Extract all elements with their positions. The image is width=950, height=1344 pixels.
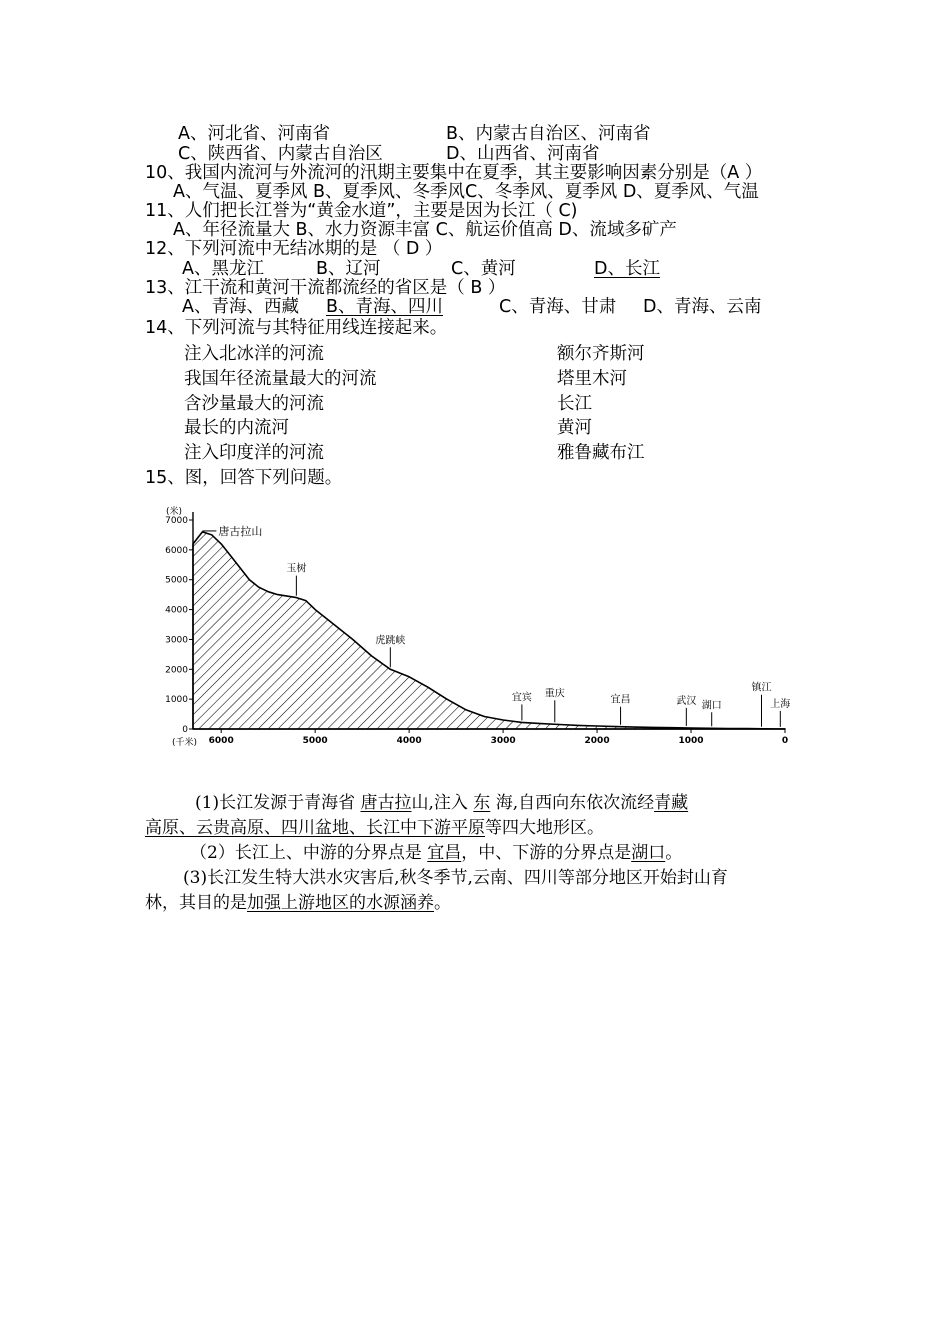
y-tick-label: 1000 xyxy=(165,695,188,706)
q15-p1-line1: (1)长江发源于青海省 唐古拉山,注入 东 海,自西向东依次流经青藏 xyxy=(195,793,689,813)
q11-options: A、年径流量大 B、水力资源丰富 C、航运价值高 D、流域多矿产 xyxy=(173,220,677,240)
y-axis-unit-label: (米) xyxy=(166,507,183,517)
x-axis-unit-label: (千米) xyxy=(172,738,198,748)
q12-option-a: A、黑龙江 xyxy=(182,259,264,279)
q14-left-item: 最长的内流河 xyxy=(184,418,289,438)
answer-hukou: 湖口 xyxy=(631,843,666,863)
q15-p2: （2）长江上、中游的分界点是 宜昌，中、下游的分界点是湖口。 xyxy=(190,843,683,863)
q13-option-d: D、青海、云南 xyxy=(643,297,762,317)
q14-left-item: 含沙量最大的河流 xyxy=(184,394,324,414)
x-tick-label: 3000 xyxy=(490,736,516,746)
q9-option-b: B、内蒙古自治区、河南省 xyxy=(446,124,651,144)
q15-p3-line2: 林，其目的是加强上游地区的水源涵养。 xyxy=(145,893,451,913)
q12-option-d: D、长江 xyxy=(594,259,660,279)
x-tick-label: 6000 xyxy=(208,736,234,746)
y-tick-label: 7000 xyxy=(165,516,188,526)
q11-stem: 11、人们把长江誉为“黄金水道”，主要是因为长江（ C) xyxy=(145,201,578,221)
q14-right-item: 雅鲁藏布江 xyxy=(557,443,645,463)
q12-option-b: B、辽河 xyxy=(316,259,381,279)
y-tick-label: 3000 xyxy=(165,635,188,646)
x-tick-label: 0 xyxy=(781,736,789,746)
q14-left-item: 我国年径流量最大的河流 xyxy=(184,369,377,389)
q9-option-c: C、陕西省、内蒙古自治区 xyxy=(178,144,383,164)
q15-p3-line1: (3)长江发生特大洪水灾害后,秋冬季节,云南、四川等部分地区开始封山育 xyxy=(183,868,728,888)
q14-right-item: 额尔齐斯河 xyxy=(557,344,645,364)
annotation-label: 宜昌 xyxy=(610,694,631,706)
x-tick-label: 5000 xyxy=(302,736,328,746)
x-tick-label: 2000 xyxy=(584,736,610,746)
answer-water-conservation: 加强上游地区的水源涵养 xyxy=(247,893,434,913)
x-tick-label: 4000 xyxy=(396,736,422,746)
annotation-label: 重庆 xyxy=(544,688,565,700)
annotation-label: 镇江 xyxy=(751,682,772,694)
annotation-label: 湖口 xyxy=(701,700,722,712)
q15-p1-line2: 高原、云贵高原、四川盆地、长江中下游平原等四大地形区。 xyxy=(145,818,604,838)
x-tick-label: 1000 xyxy=(678,736,704,746)
y-tick-label: 0 xyxy=(182,725,188,735)
answer-tanggula: 唐古拉 xyxy=(360,793,412,813)
q10-options: A、气温、夏季风 B、夏季风、冬季风C、冬季风、夏季风 D、夏季风、气温 xyxy=(173,182,759,202)
q14-left-item: 注入北冰洋的河流 xyxy=(184,344,324,364)
q9-option-a: A、河北省、河南省 xyxy=(178,124,330,144)
annotation-label: 唐古拉山 xyxy=(218,524,263,538)
answer-yichang: 宜昌 xyxy=(427,843,462,863)
y-tick-label: 5000 xyxy=(165,575,188,586)
y-tick-label: 6000 xyxy=(165,545,188,556)
q13-option-a: A、青海、西藏 xyxy=(182,297,299,317)
q14-left-item: 注入印度洋的河流 xyxy=(184,443,324,463)
annotation-label: 虎跳峡 xyxy=(375,635,406,647)
y-tick-label: 4000 xyxy=(165,605,188,616)
q14-stem: 14、下列河流与其特征用线连接起来。 xyxy=(145,318,448,338)
y-tick-label: 2000 xyxy=(165,665,188,676)
answer-landforms: 高原、云贵高原、四川盆地、长江中下游平原 xyxy=(145,818,485,838)
yangtze-elevation-profile xyxy=(160,500,800,750)
answer-east: 东 xyxy=(473,793,491,813)
q13-option-b: B、青海、四川 xyxy=(326,297,444,317)
q13-stem: 13、江干流和黄河干流都流经的省区是（ B ） xyxy=(145,278,506,298)
q10-stem: 10、我国内流河与外流河的汛期主要集中在夏季，其主要影响因素分别是（A ） xyxy=(145,163,763,183)
q14-right-item: 黄河 xyxy=(557,418,592,438)
q14-right-item: 长江 xyxy=(557,394,592,414)
annotation-label: 武汉 xyxy=(676,695,697,707)
q12-option-c: C、黄河 xyxy=(451,259,516,279)
q9-option-d: D、山西省、河南省 xyxy=(446,144,600,164)
annotation-label: 玉树 xyxy=(286,563,307,575)
q15-stem: 15、图，回答下列问题。 xyxy=(145,468,343,488)
answer-qingzang: 青藏 xyxy=(654,793,689,813)
annotation-label: 宜宾 xyxy=(511,692,532,704)
q14-right-item: 塔里木河 xyxy=(557,369,627,389)
q12-stem: 12、下列河流中无结冰期的是 （ D ） xyxy=(145,239,443,259)
q13-option-c: C、青海、甘肃 xyxy=(499,297,617,317)
annotation-label: 上海 xyxy=(770,698,791,710)
